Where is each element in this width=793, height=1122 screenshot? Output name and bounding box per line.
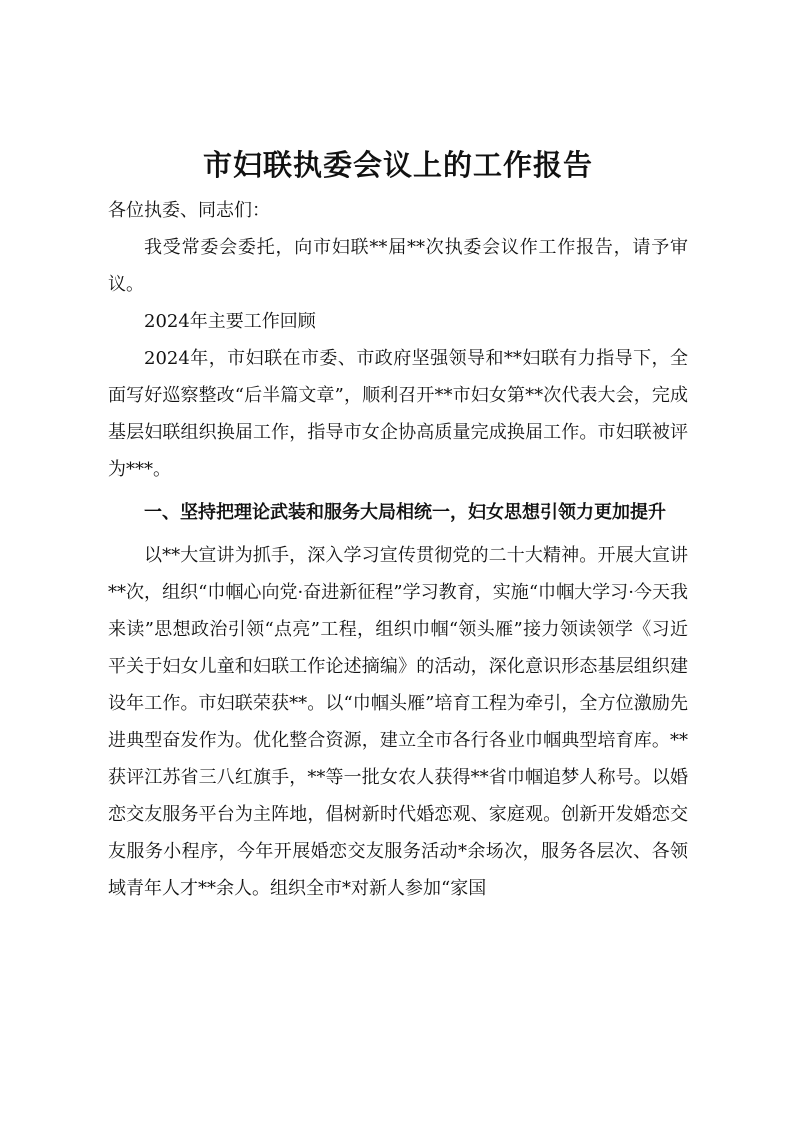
intro-paragraph: 我受常委会委托，向市妇联**届**次执委会议作工作报告，请予审议。 [108, 237, 688, 295]
review-paragraph: 2024年，市妇联在市委、市政府坚强领导和**妇联有力指导下，全面写好巡察整改“后半篇文章”，顺利召开**市妇女第**次代表大会，完成基层妇联组织换届工作，指导市女企协高质量完成换届工作。市妇联被评为***。 [108, 348, 688, 480]
document-title: 市妇联执委会议上的工作报告 [202, 148, 593, 182]
body-paragraph: 以**大宣讲为抓手，深入学习宣传贯彻党的二十大精神。开展大宣讲**次，组织“巾帼心向党·奋进新征程”学习教育，实施“巾帼大学习·今天我来读”思想政治引领“点亮”工程，组织巾帼“领头雁”接力领读领学《习近平关于妇女儿童和妇联工作论述摘编》的活动，深化意识形态基层组织建设年工作。市妇联荣获**。以“巾帼头雁”培育工程为牵引，全方位激励先进典型奋发作为。优化整合资源，建立全市各行各业巾帼典型培育库。**获评江苏省三八红旗手，**等一批女农人获得**省巾帼追梦人称号。以婚恋交友服务平台为主阵地，倡树新时代婚恋观、家庭观。创新开发婚恋交友服务小程序，今年开展婚恋交友服务活动*余场次，服务各层次、各领域青年人才**余人。组织全市*对新人参加“家国 [108, 545, 688, 899]
document-page [108, 138, 688, 907]
section-review-label: 2024年主要工作回顾 [144, 311, 316, 332]
salutation: 各位执委、同志们： [108, 200, 270, 221]
section-heading-1: 一、坚持把理论武装和服务大局相统一，妇女思想引领力更加提升 [144, 502, 666, 523]
